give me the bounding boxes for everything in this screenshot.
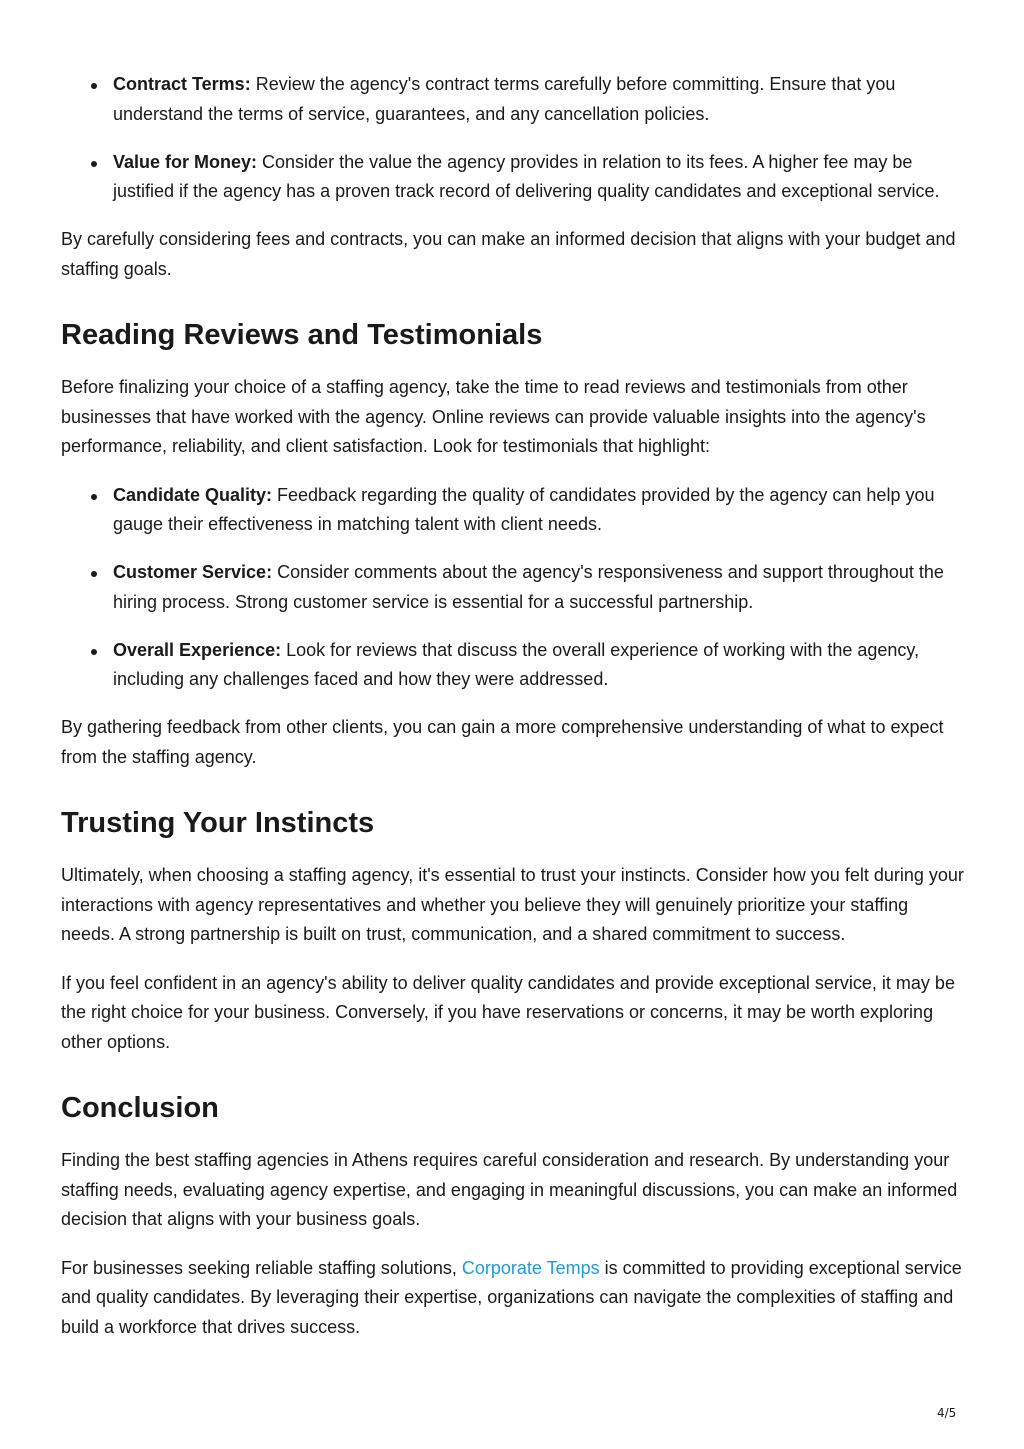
list-item-term: Contract Terms:: [113, 74, 251, 94]
list-item-customer-service: [113, 558, 967, 617]
document-page: [61, 70, 967, 1361]
list-item-term: Overall Experience:: [113, 639, 282, 660]
list-item-text: Feedback regarding the quality of candidates provided by the agency can help you gauge their effectiveness in matching talent with client needs.: [113, 484, 935, 534]
list-item-term: Value for Money:: [113, 151, 258, 172]
list-item-text: Consider comments about the agency's responsiveness and support throughout the hiring process. Strong customer service is essential for a successful partnership.: [113, 562, 944, 612]
list-item-value-for-money: [113, 148, 967, 207]
corporate-temps-link[interactable]: Corporate Temps: [461, 1257, 600, 1278]
paragraph-text-after-link: is committed to providing exceptional service and quality candidates. By leveraging their expertise, organizations can navigate the complexities of staffing and build a workforce that drives success.: [61, 1257, 962, 1337]
list-item-overall-experience: [113, 636, 967, 695]
list-item-term: Customer Service:: [113, 562, 273, 582]
list-item-text: Consider the value the agency provides in relation to its fees. A higher fee may be justified if the agency has a proven track record of delivering quality candidates and exceptional service.: [113, 151, 940, 201]
list-item-contract-terms: [113, 70, 967, 129]
list-item-candidate-quality: [113, 481, 967, 540]
paragraph-feedback-summary: By gathering feedback from other clients, you can gain a more comprehensive understanding of what to expect from the staffing agency.: [61, 717, 944, 767]
paragraph-text-before-link: For businesses seeking reliable staffing solutions,: [61, 1257, 462, 1278]
paragraph-conclusion-2: [61, 1254, 967, 1343]
paragraph-instincts-1: Ultimately, when choosing a staffing agency, it's essential to trust your instincts. Consider how you felt during your interactions with agency representatives and whether you believe they will genuinely prioritize your staffing needs. A strong partnership is built on trust, communication, and a shared commitment to success.: [61, 865, 964, 944]
list-item-term: Candidate Quality:: [113, 484, 273, 505]
testimonials-criteria-list: [61, 481, 967, 695]
paragraph-instincts-2: If you feel confident in an agency's ability to deliver quality candidates and provide exceptional service, it may be the right choice for your business. Conversely, if you have reservations or concerns, it may be worth exploring other options.: [61, 972, 955, 1052]
paragraph-fees-summary: By carefully considering fees and contracts, you can make an informed decision that aligns with your budget and staffing goals.: [61, 229, 956, 279]
page-number: 4/5: [937, 1406, 957, 1420]
section-heading-reviews: Reading Reviews and Testimonials: [61, 319, 543, 351]
paragraph-reviews-intro: Before finalizing your choice of a staffing agency, take the time to read reviews and testimonials from other businesses that have worked with the agency. Online reviews can provide valuable insights into the agency's performance, reliability, and client satisfaction. Look for testimonials that highlight:: [61, 377, 926, 456]
list-item-text: Look for reviews that discuss the overall experience of working with the agency, including any challenges faced and how they were addressed.: [113, 639, 920, 689]
fees-criteria-list: [61, 70, 967, 207]
section-heading-instincts: Trusting Your Instincts: [61, 807, 375, 839]
paragraph-conclusion-1: Finding the best staffing agencies in Athens requires careful consideration and research. By understanding your staffing needs, evaluating agency expertise, and engaging in meaningful discussions, you can make an informed decision that aligns with your business goals.: [61, 1150, 958, 1229]
section-heading-conclusion: Conclusion: [61, 1092, 219, 1124]
list-item-text: Review the agency's contract terms carefully before committing. Ensure that you understand the terms of service, guarantees, and any cancellation policies.: [113, 74, 896, 124]
